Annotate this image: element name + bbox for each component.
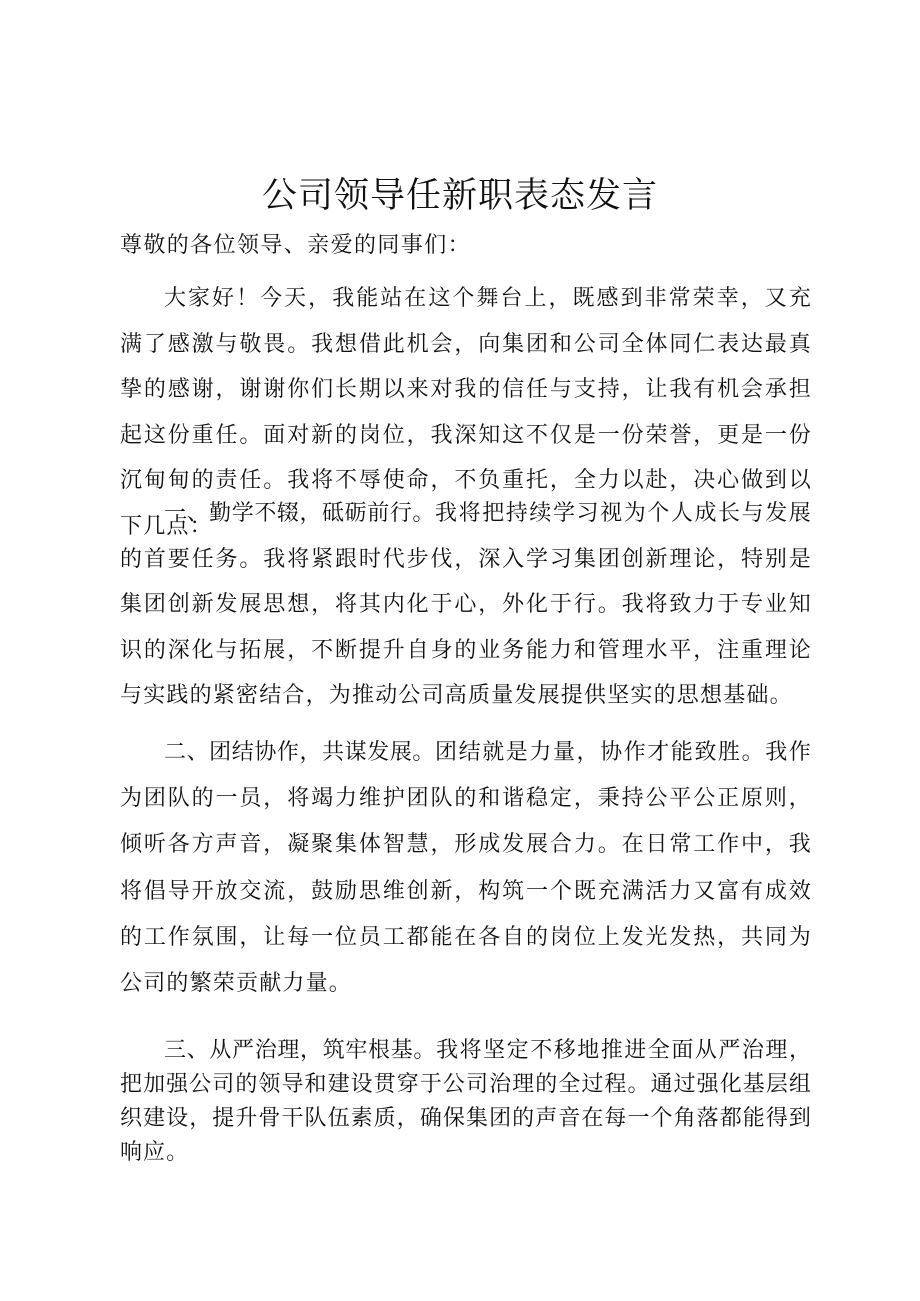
point-heading: 三、从严治理，筑牢根基。 [164, 1038, 437, 1063]
paragraph-point-2 [120, 730, 812, 1007]
point-heading: 一、勤学不辍，砥砺前行。 [164, 501, 436, 526]
paragraph-point-3 [120, 1034, 812, 1170]
paragraph-text: 大家好！今天，我能站在这个舞台上，既感到非常荣幸，又充满了感激与敬畏。我想借此机会，向集团和公司全体同仁表达最真挚的感谢，谢谢你们长期以来对我的信任与支持，让我有机会承担起这份重任。面对新的岗位，我深知这不仅是一份荣誉，更是一份沉甸甸的责任。我将不辱使命，不负重托，全力以赴，决心做到以下几点： [120, 286, 812, 539]
point-heading: 二、团结协作，共谋发展。 [164, 740, 436, 765]
paragraph-point-1 [120, 491, 812, 719]
salutation: 尊敬的各位领导、亲爱的同事们： [120, 233, 472, 258]
paragraph-text: 团结就是力量，协作才能致胜。我作为团队的一员，将竭力维护团队的和谐稳定，秉持公平公正原则，倾听各方声音，凝聚集体智慧，形成发展合力。在日常工作中，我将倡导开放交流，鼓励思维创新，构筑一个既充满活力又富有成效的工作氛围，让每一位员工都能在各自的岗位上发光发热，共同为公司的繁荣贡献力量。 [120, 740, 813, 997]
paragraph-text: 我将坚定不移地推进全面从严治理，把加强公司的领导和建设贯穿于公司治理的全过程。通过强化基层组织建设，提升骨干队伍素质，确保集团的声音在每一个角落都能得到响应。 [120, 1038, 812, 1165]
page-title: 公司领导任新职表态发言 [261, 176, 658, 216]
paragraph-text: 我将把持续学习视为个人成长与发展的首要任务。我将紧跟时代步伐，深入学习集团创新理论，特别是集团创新发展思想，将其内化于心，外化于行。我将致力于专业知识的深化与拓展，不断提升自身的业务能力和管理水平，注重理论与实践的紧密结合，为推动公司高质量发展提供坚实的思想基础。 [120, 501, 813, 709]
